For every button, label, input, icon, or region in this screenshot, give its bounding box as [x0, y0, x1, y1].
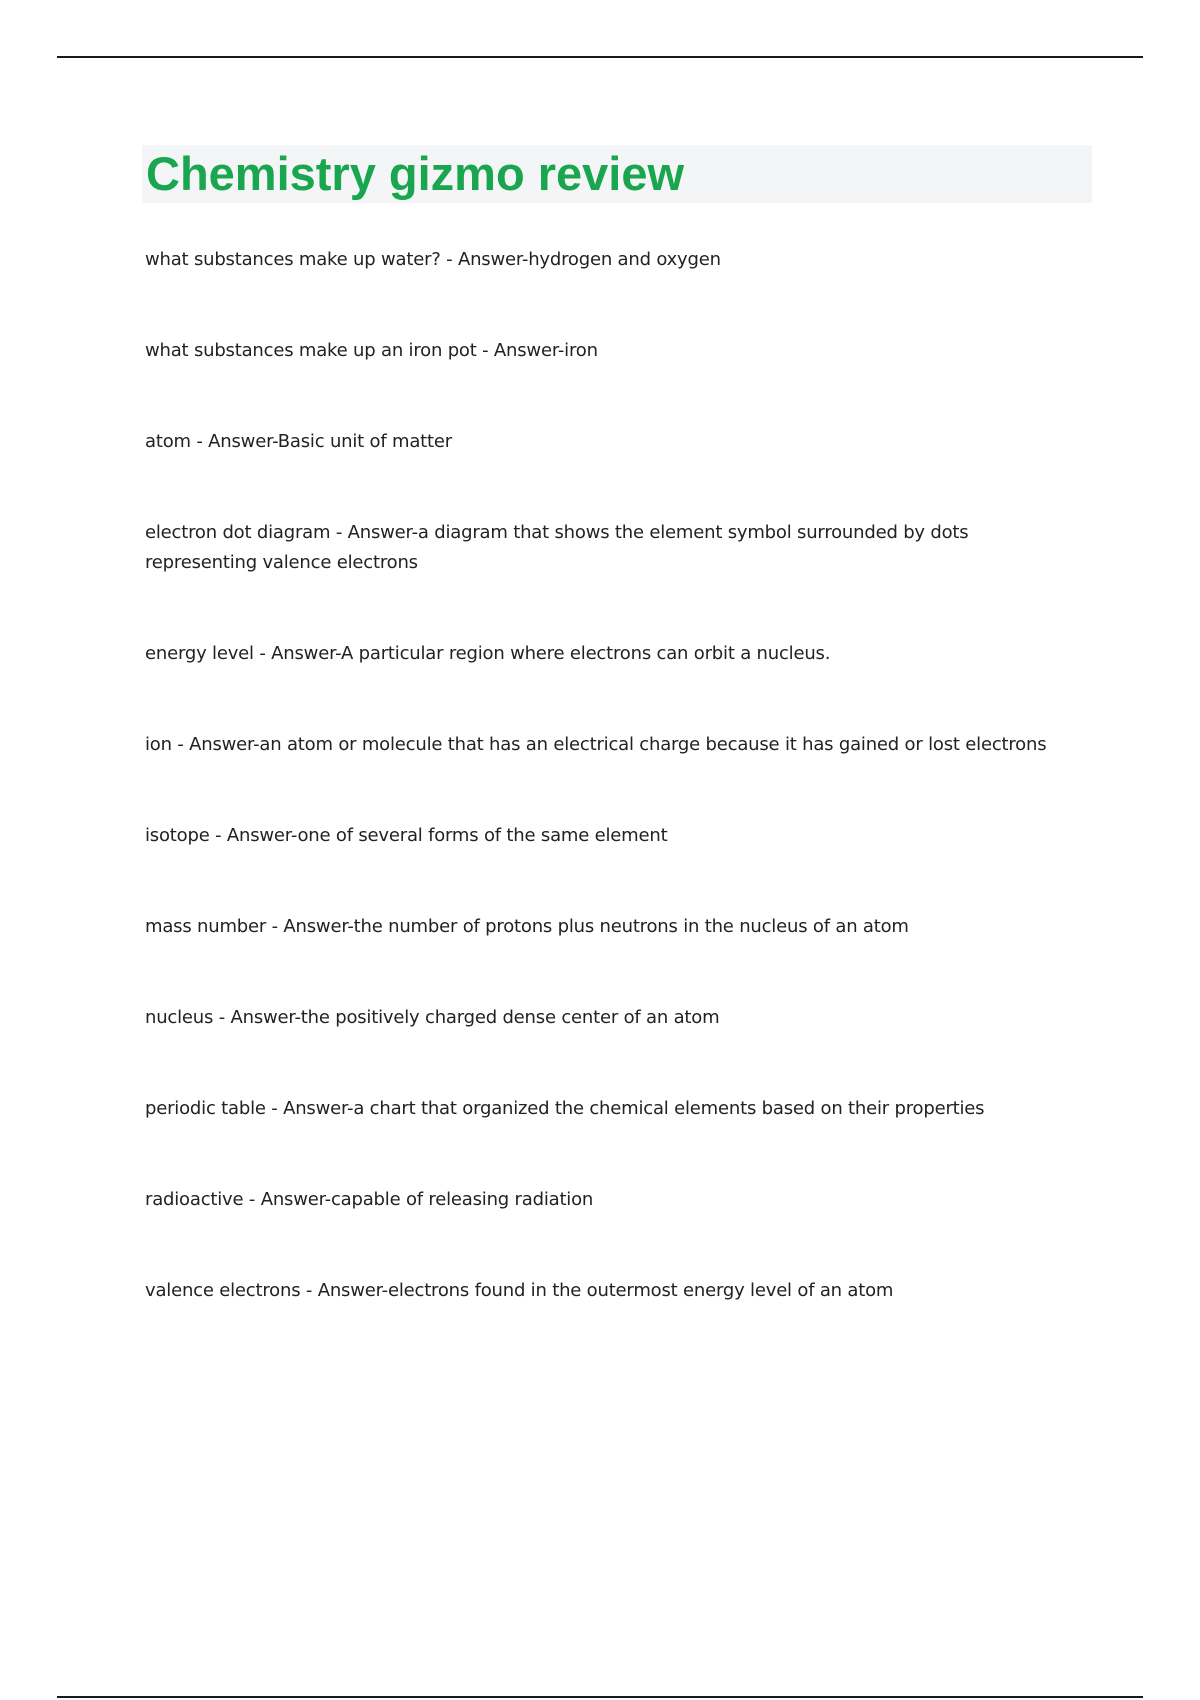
page-title: Chemistry gizmo review [146, 147, 685, 200]
qa-item: ion - Answer-an atom or molecule that has an electrical charge because it has gained or lost electrons [145, 734, 1047, 755]
header-rule [57, 56, 1143, 58]
qa-item: isotope - Answer-one of several forms of the same element [145, 825, 668, 846]
qa-item: nucleus - Answer-the positively charged dense center of an atom [145, 1007, 720, 1028]
footer-rule [57, 1696, 1143, 1698]
qa-item: mass number - Answer-the number of protons plus neutrons in the nucleus of an atom [145, 916, 909, 937]
qa-item: atom - Answer-Basic unit of matter [145, 431, 452, 452]
qa-item: what substances make up water? - Answer-hydrogen and oxygen [145, 249, 721, 270]
qa-item: periodic table - Answer-a chart that organized the chemical elements based on their properties [145, 1098, 985, 1119]
qa-item: valence electrons - Answer-electrons found in the outermost energy level of an atom [145, 1280, 894, 1301]
qa-item: radioactive - Answer-capable of releasing radiation [145, 1189, 594, 1210]
qa-item: electron dot diagram - Answer-a diagram that shows the element symbol surrounded by dots representing valence electrons [145, 522, 969, 573]
qa-list [145, 245, 1085, 1367]
qa-item: what substances make up an iron pot - Answer-iron [145, 340, 598, 361]
qa-item: energy level - Answer-A particular region where electrons can orbit a nucleus. [145, 643, 831, 664]
